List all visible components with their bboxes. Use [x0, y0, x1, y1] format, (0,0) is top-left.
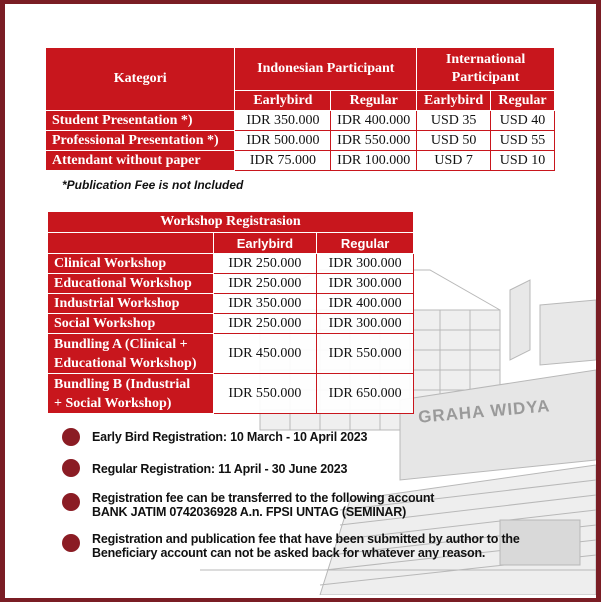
workshop-header-blank: [48, 233, 214, 254]
table-row: [48, 294, 414, 314]
workshop-label-line-1: Bundling B (Industrial: [54, 376, 191, 392]
workshop-regular: IDR 300.000: [317, 274, 414, 294]
header-international: [417, 48, 555, 91]
cell-usd-early: USD 50: [417, 131, 491, 151]
workshop-sub-regular: Regular: [317, 233, 414, 254]
bullet-dot-icon: [62, 459, 80, 477]
cell-idr-early: IDR 500.000: [235, 131, 331, 151]
workshop-early: IDR 250.000: [213, 274, 317, 294]
list-item: [62, 491, 434, 519]
bullet-dot-icon: [62, 493, 80, 511]
workshop-regular: IDR 550.000: [317, 334, 414, 374]
header-international-line-1: International: [445, 52, 526, 67]
cell-idr-regular: IDR 550.000: [331, 131, 417, 151]
bullet-text-line-1: Registration fee can be transferred to the following account: [92, 491, 435, 505]
bullet-text-line-1: Registration and publication fee that have been submitted by author to the: [92, 532, 520, 546]
bullet-text-line-2: Beneficiary account can not be asked back for whatever any reason.: [92, 546, 486, 560]
bullet-dot-icon: [62, 534, 80, 552]
workshop-early: IDR 450.000: [213, 334, 317, 374]
header-category: Kategori: [46, 48, 235, 111]
workshop-regular: IDR 300.000: [317, 254, 414, 274]
registration-fee-table: [45, 47, 555, 171]
cell-idr-regular: IDR 400.000: [331, 111, 417, 131]
table-row: [48, 334, 414, 374]
workshop-label: Industrial Workshop: [48, 294, 214, 314]
workshop-sub-earlybird: Earlybird: [213, 233, 317, 254]
table-row: [48, 374, 414, 414]
sub-earlybird-idr: Earlybird: [235, 91, 331, 111]
workshop-label: Educational Workshop: [48, 274, 214, 294]
list-item: [62, 532, 520, 560]
workshop-label-line-2: + Social Workshop): [54, 395, 172, 411]
sub-earlybird-usd: Earlybird: [417, 91, 491, 111]
graha-widya-sign: GRAHA WIDYA: [417, 396, 552, 427]
cell-idr-regular: IDR 100.000: [331, 151, 417, 171]
publication-fee-note: *Publication Fee is not Included: [62, 178, 244, 192]
row-label: Professional Presentation *): [46, 131, 235, 151]
workshop-early: IDR 250.000: [213, 314, 317, 334]
row-label: Attendant without paper: [46, 151, 235, 171]
cell-usd-regular: USD 10: [491, 151, 555, 171]
cell-usd-regular: USD 55: [491, 131, 555, 151]
header-international-line-2: Participant: [451, 70, 520, 85]
sub-regular-usd: Regular: [491, 91, 555, 111]
workshop-table-title: Workshop Registrasion: [48, 212, 414, 233]
row-label: Student Presentation *): [46, 111, 235, 131]
table-row: [48, 274, 414, 294]
workshop-label-line-1: Bundling A (Clinical +: [54, 336, 188, 352]
workshop-label: Clinical Workshop: [48, 254, 214, 274]
header-indonesian: Indonesian Participant: [235, 48, 417, 91]
bullet-dot-icon: [62, 428, 80, 446]
workshop-registration-table: [47, 211, 414, 414]
workshop-regular: IDR 400.000: [317, 294, 414, 314]
cell-idr-early: IDR 350.000: [235, 111, 331, 131]
workshop-regular: IDR 650.000: [317, 374, 414, 414]
workshop-early: IDR 550.000: [213, 374, 317, 414]
list-item: [62, 457, 347, 477]
workshop-label: [48, 334, 214, 374]
bullet-text-line-1: Regular Registration: 11 April - 30 June 2023: [92, 462, 348, 476]
sub-regular-idr: Regular: [331, 91, 417, 111]
workshop-label: [48, 374, 214, 414]
table-row: [46, 111, 555, 131]
bullet-text-line-1: Early Bird Registration: 10 March - 10 April 2023: [92, 430, 368, 444]
workshop-regular: IDR 300.000: [317, 314, 414, 334]
table-row: [46, 151, 555, 171]
workshop-early: IDR 350.000: [213, 294, 317, 314]
list-item: [62, 426, 367, 446]
workshop-label: Social Workshop: [48, 314, 214, 334]
bullet-text-line-2: BANK JATIM 0742036928 A.n. FPSI UNTAG (SEMINAR): [92, 505, 407, 519]
cell-usd-early: USD 7: [417, 151, 491, 171]
cell-idr-early: IDR 75.000: [235, 151, 331, 171]
workshop-early: IDR 250.000: [213, 254, 317, 274]
cell-usd-early: USD 35: [417, 111, 491, 131]
cell-usd-regular: USD 40: [491, 111, 555, 131]
workshop-label-line-2: Educational Workshop): [54, 355, 197, 371]
table-row: [48, 254, 414, 274]
table-row: [46, 131, 555, 151]
table-row: [48, 314, 414, 334]
